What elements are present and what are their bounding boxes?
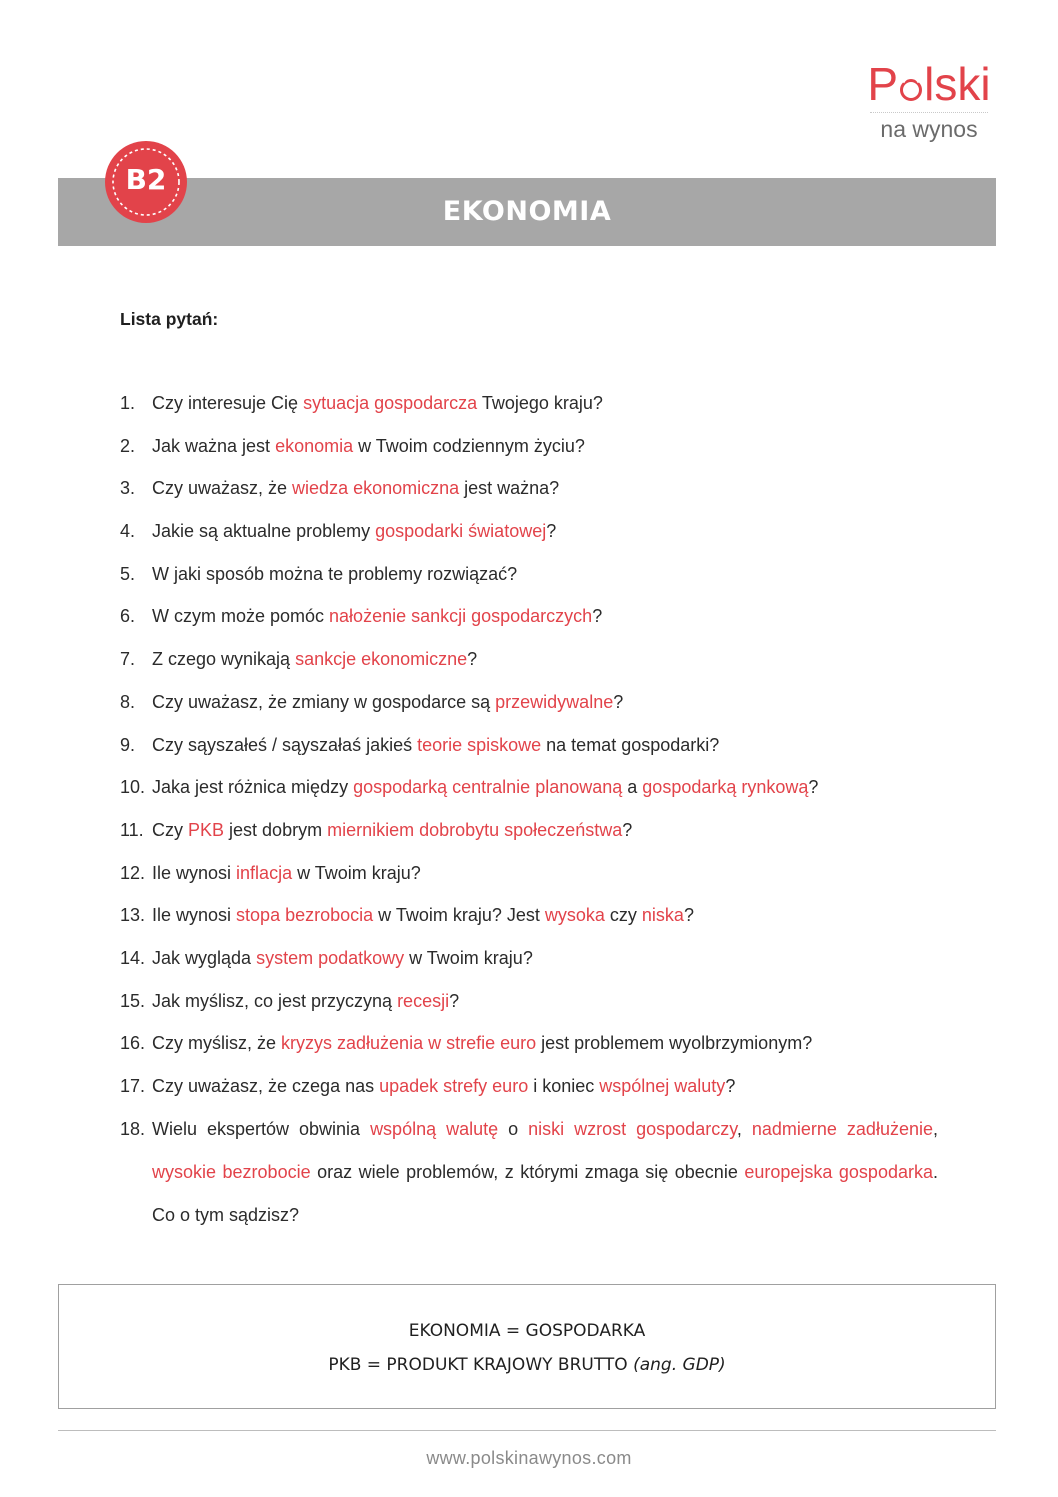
question-number: 12. [120,862,146,883]
logo-letters-lski: lski [924,58,991,110]
question-text-part: Jak myślisz, co jest przyczyną [152,990,398,1011]
question-item [120,945,938,988]
question-text [152,817,938,860]
logo-letter-p: P [867,58,899,110]
highlighted-term: przewidywalne [495,691,614,712]
question-item [120,646,938,689]
logo-tagline: na wynos [880,116,978,142]
highlighted-term: PKB [188,819,225,840]
question-number: 18. [120,1118,146,1139]
question-text-part: jest dobrym [224,819,328,840]
question-text-part: ? [449,990,460,1011]
highlighted-term: europejska gospodarka [744,1161,933,1182]
question-text [152,774,938,817]
question-item [120,561,938,604]
question-number: 8. [120,691,136,712]
question-text-part: Czy uważasz, że [152,478,293,499]
question-text-part: Jakie są aktualne problemy [152,521,376,542]
highlighted-term: nałożenie sankcji gospodarczych [329,606,593,627]
question-text [152,1108,938,1237]
question-text-part: Czy myślisz, że [152,1033,282,1054]
question-text-part: ? [808,777,819,798]
highlighted-term: niski wzrost gospodarczy [528,1118,737,1139]
question-text-part: Jak ważna jest [152,435,276,456]
question-text-part: Czy [152,819,188,840]
question-text [152,988,938,1031]
question-number: 13. [120,905,146,926]
question-text [152,561,938,604]
highlighted-term: wspólną walutę [370,1118,499,1139]
question-text-part: w Twoim kraju? [292,862,421,883]
question-text-part: w Twoim kraju? Jest [373,905,545,926]
question-item [120,732,938,775]
question-item [120,518,938,561]
highlighted-term: niska [641,905,684,926]
logo-wordmark [864,58,994,110]
question-number: 4. [120,521,136,542]
question-text-part: W czym może pomóc [152,606,330,627]
question-number: 6. [120,606,136,627]
question-text-part: w Twoim codziennym życiu? [353,435,585,456]
highlighted-term: kryzys zadłużenia w strefie euro [281,1033,537,1054]
question-item [120,817,938,860]
question-item [120,988,938,1031]
badge-level-text: B2 [125,163,167,196]
question-text-part: na temat gospodarki? [541,734,720,755]
highlighted-term: teorie spiskowe [417,734,542,755]
question-text-part: jest ważna? [459,478,560,499]
brand-logo [864,58,994,143]
highlighted-term: gospodarką centralnie planowaną [353,777,623,798]
question-text-part: w Twoim kraju? [404,947,533,968]
question-text [152,646,938,689]
note-line-pkb-main: PKB = PRODUKT KRAJOWY BRUTTO [328,1355,634,1375]
question-number: 3. [120,478,136,499]
question-text-part: a [622,777,643,798]
question-text [152,603,938,646]
question-text [152,518,938,561]
highlighted-term: gospodarką rynkową [642,777,809,798]
question-text-part: Ile wynosi [152,905,237,926]
question-number: 1. [120,393,136,413]
question-number: 9. [120,734,136,755]
question-item [120,390,938,433]
question-text [152,433,938,476]
title-bar [58,178,996,246]
question-text-part: Jaka jest różnica między [152,777,354,798]
question-text-part: oraz wiele problemów, z którymi zmaga się obecnie [310,1161,745,1182]
question-text-part: ? [683,905,694,926]
question-number: 5. [120,563,136,584]
question-number: 14. [120,947,146,968]
question-item [120,1030,938,1073]
highlighted-term: sytuacja gospodarcza [303,393,478,413]
question-text-part: ? [613,691,624,712]
highlighted-term: nadmierne zadłużenie [751,1118,933,1139]
footer-divider [58,1430,996,1431]
question-item [120,475,938,518]
question-item [120,689,938,732]
question-text [152,689,938,732]
highlighted-term: inflacja [236,862,293,883]
page-title: EKONOMIA [442,196,612,227]
question-text [152,860,938,903]
question-number: 17. [120,1076,146,1096]
question-text-part: ? [467,649,478,670]
question-text-part: , [736,1118,752,1139]
question-list [120,390,938,1237]
question-text-part: Wielu ekspertów obwinia [152,1118,371,1139]
question-text-part: ? [546,521,557,542]
question-number: 11. [120,819,144,840]
question-text-part: Ile wynosi [152,862,237,883]
question-text-part: W jaki sposób można te problemy rozwiązać? [152,563,518,584]
question-number: 16. [120,1033,146,1054]
question-text-part: Czy uważasz, że zmiany w gospodarce są [152,691,496,712]
question-text-part: Z czego wynikają [152,649,296,670]
question-item [120,433,938,476]
question-item [120,603,938,646]
question-text-part: Czy sąyszałeś / sąyszałaś jakieś [152,734,418,755]
question-text-part: ? [592,606,603,627]
question-text [152,390,938,433]
highlighted-term: recesji [397,990,450,1011]
question-text-part: czy [604,905,642,926]
highlighted-term: stopa bezrobocia [236,905,374,926]
question-text-part: , [932,1118,938,1139]
vocabulary-note-box [58,1284,996,1409]
note-line-pkb-english: (ang. GDP) [633,1355,726,1375]
highlighted-term: system podatkowy [256,947,405,968]
question-number: 7. [120,649,136,670]
highlighted-term: miernikiem dobrobytu społeczeństwa [327,819,623,840]
question-text-part: Czy interesuje Cię [152,393,304,413]
question-text-part: jest problemem wyolbrzymionym? [536,1033,813,1054]
question-text-part: Twojego kraju? [477,393,603,413]
highlighted-term: ekonomia [275,435,354,456]
question-text-part: ? [622,819,633,840]
question-text-part: o [498,1118,529,1139]
highlighted-term: sankcje ekonomiczne [295,649,468,670]
question-text [152,732,938,775]
highlighted-term: wspólnej waluty [599,1076,726,1096]
question-item [120,860,938,903]
highlighted-term: wysokie bezrobocie [152,1161,311,1182]
question-number: 2. [120,435,136,456]
question-text [152,1030,938,1073]
question-number: 15. [120,990,146,1011]
footer-website-link[interactable]: www.polskinawynos.com [426,1448,632,1468]
question-text-part: i koniec [528,1076,600,1096]
highlighted-term: upadek strefy euro [379,1076,529,1096]
question-text-part: ? [725,1076,736,1096]
logo-o-icon [900,79,922,101]
note-line-ekonomia: EKONOMIA = GOSPODARKA [408,1321,646,1341]
highlighted-term: wiedza ekonomiczna [292,478,460,499]
question-text [152,945,938,988]
question-number: 10. [120,777,146,798]
question-item [120,774,938,817]
question-text-part: Jak wygląda [152,947,257,968]
question-item [120,1116,938,1237]
question-text-part: Czy uważasz, że czega nas [152,1076,380,1096]
level-badge [104,140,188,224]
note-line-pkb [59,1355,995,1375]
highlighted-term: gospodarki światowej [375,521,547,542]
question-text [152,475,938,518]
highlighted-term: wysoka [544,905,605,926]
list-heading: Lista pytań: [120,309,219,329]
logo-divider [870,112,988,113]
question-text-part: . Co o tym sądzisz? [152,1161,938,1225]
question-text [152,902,938,945]
question-item [120,902,938,945]
